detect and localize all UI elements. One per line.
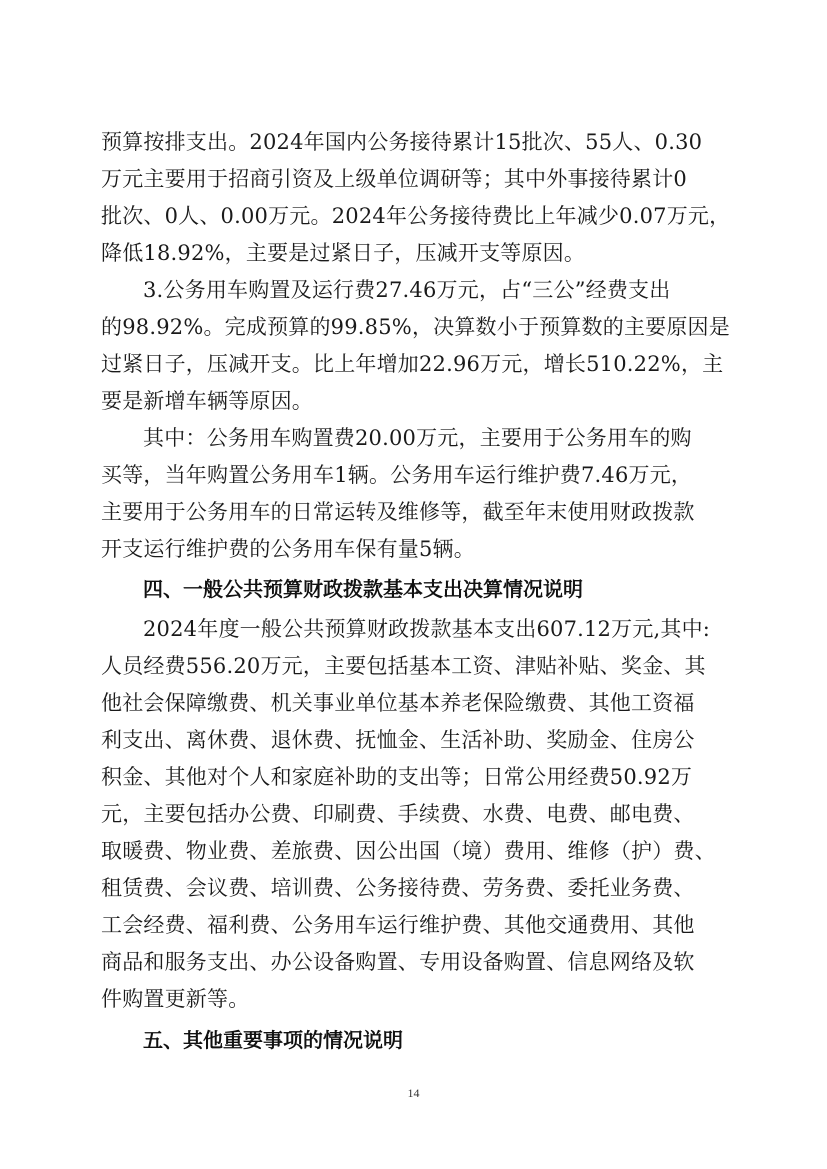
- paragraph-line: 取暖费、物业费、差旅费、因公出国（境）费用、维修（护）费、: [101, 839, 716, 863]
- paragraph-line: 商品和服务支出、办公设备购置、专用设备购置、信息网络及软: [101, 950, 695, 974]
- paragraph-line: 元，主要包括办公费、印刷费、手续费、水费、电费、邮电费、: [101, 802, 695, 826]
- paragraph-line: 要是新增车辆等原因。: [101, 389, 313, 413]
- paragraph-line: 其中：公务用车购置费20.00万元，主要用于公务用车的购: [143, 426, 692, 450]
- paragraph-line: 积金、其他对个人和家庭补助的支出等；日常公用经费50.92万: [101, 765, 693, 789]
- page-number: 14: [407, 1086, 420, 1100]
- paragraph-line: 主要用于公务用车的日常运转及维修等，截至年末使用财政拨款: [101, 500, 695, 524]
- paragraph-line: 工会经费、福利费、公务用车运行维护费、其他交通费用、其他: [101, 913, 695, 937]
- paragraph-line: 预算按排支出。2024年国内公务接待累计15批次、55人、0.30: [101, 130, 703, 154]
- paragraph-line: 买等，当年购置公务用车1辆。公务用车运行维护费7.46万元，: [101, 463, 693, 487]
- paragraph-line: 降低18.92%，主要是过紧日子，压减开支等原因。: [101, 241, 586, 265]
- paragraph-line: 件购置更新等。: [101, 987, 250, 1011]
- paragraph-line: 3.公务用车购置及运行费27.46万元，占“三公”经费支出: [143, 278, 671, 302]
- paragraph-line: 的98.92%。完成预算的99.85%，决算数小于预算数的主要原因是: [101, 315, 730, 339]
- paragraph-line: 万元主要用于招商引资及上级单位调研等；其中外事接待累计0: [101, 167, 687, 191]
- paragraph-line: 开支运行维护费的公务用车保有量5辆。: [101, 537, 475, 561]
- paragraph-line: 人员经费556.20万元，主要包括基本工资、津贴补贴、奖金、其: [101, 654, 706, 678]
- paragraph-line: 利支出、离休费、退休费、抚恤金、生活补助、奖励金、住房公: [101, 728, 695, 752]
- paragraph-line: 过紧日子，压减开支。比上年增加22.96万元，增长510.22%，主: [101, 352, 724, 376]
- section-heading: 五、其他重要事项的情况说明: [143, 1028, 403, 1052]
- section-heading: 四、一般公共预算财政拨款基本支出决算情况说明: [143, 577, 583, 601]
- paragraph-line: 他社会保障缴费、机关事业单位基本养老保险缴费、其他工资福: [101, 691, 695, 715]
- paragraph-line: 批次、0人、0.00万元。2024年公务接待费比上年减少0.07万元，: [101, 204, 731, 228]
- paragraph-line: 租赁费、会议费、培训费、公务接待费、劳务费、委托业务费、: [101, 876, 695, 900]
- paragraph-line: 2024年度一般公共预算财政拨款基本支出607.12万元,其中:: [143, 617, 711, 641]
